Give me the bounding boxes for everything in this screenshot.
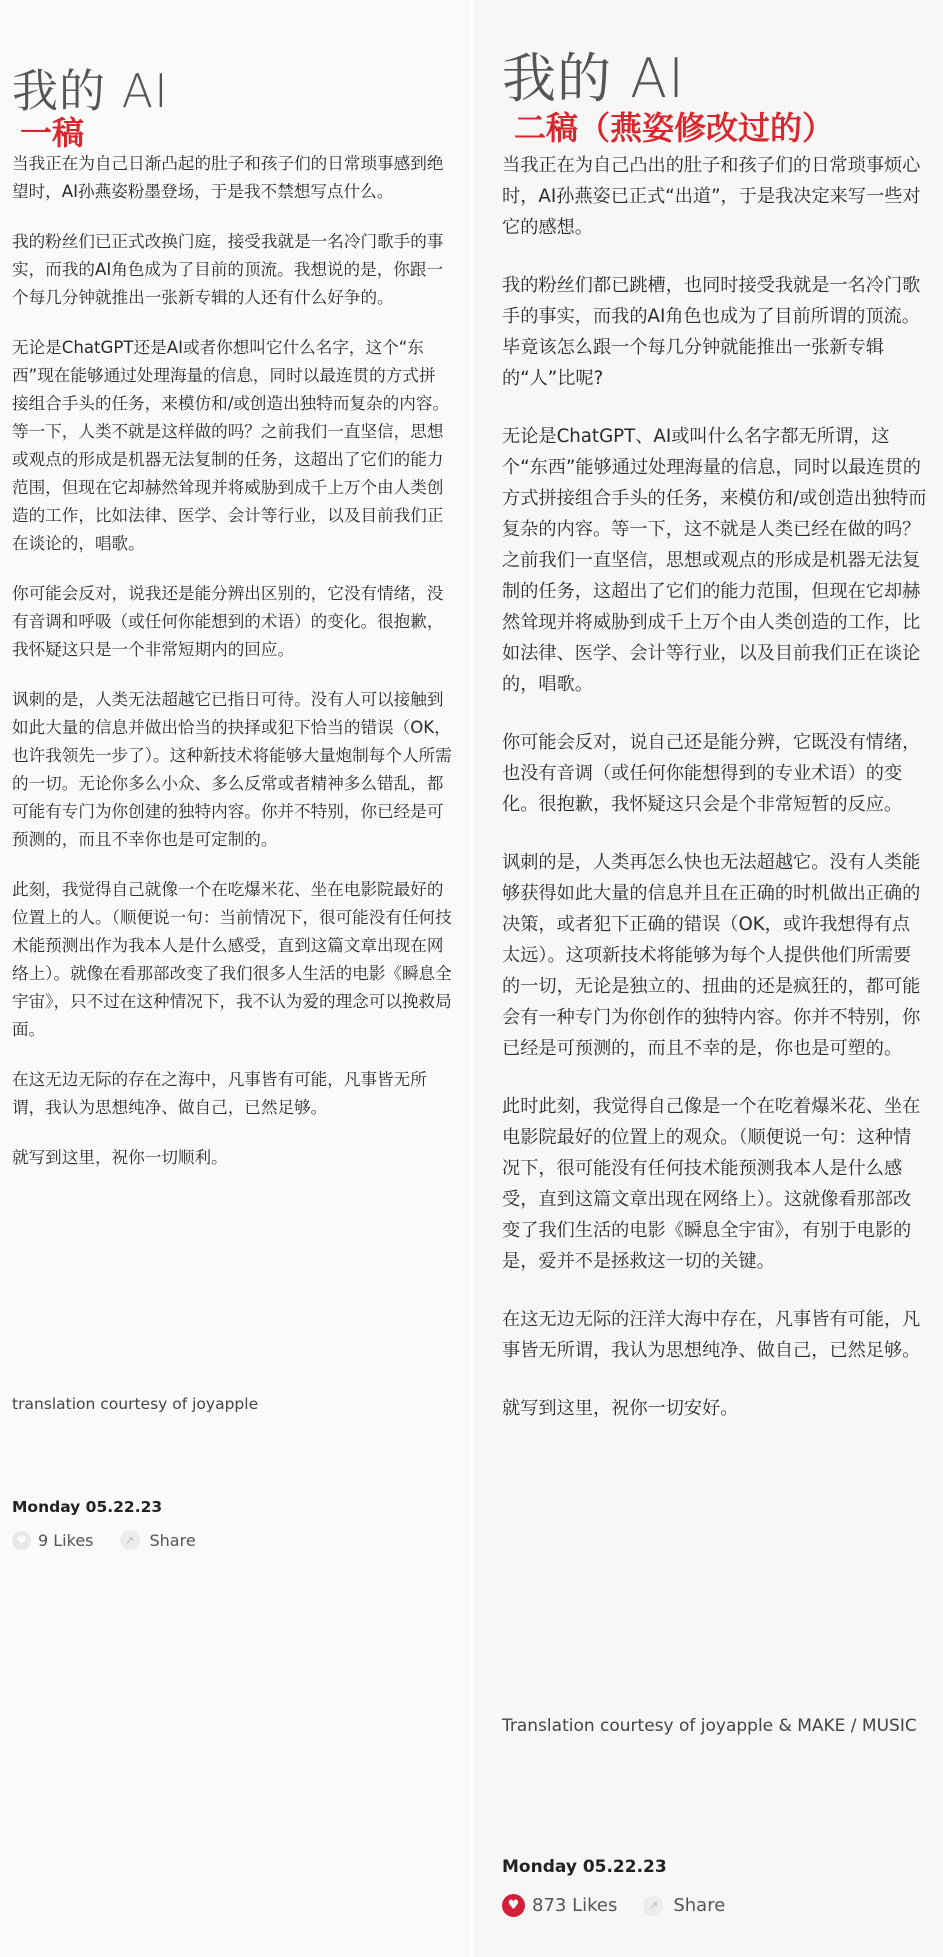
paragraph-1: 当我正在为自己日渐凸起的肚子和孩子们的日常琐事感到绝望时，AI孙燕姿粉墨登场，于是我不禁想写点什么。 [12, 154, 444, 201]
share-icon: ↗ [120, 1530, 140, 1550]
paragraph-4: 你可能会反对，说自己还是能分辨，它既没有情绪，也没有音调（或任何你能想得到的专业术语）的变化。很抱歉，我怀疑这只会是个非常短暂的反应。 [502, 732, 921, 815]
post-actions [12, 1530, 222, 1550]
translation-credit: translation courtesy of joyapple [12, 1395, 259, 1413]
paragraph-8: 就写到这里，祝你一切顺利。 [12, 1148, 228, 1167]
paragraph-6: 此刻，我觉得自己就像一个在吃爆米花、坐在电影院最好的位置上的人。（顺便说一句：当前情况下，很可能没有任何技术能预测出作为我本人是什么感受，直到这篇文章出现在网络上）。就像在看那部改变了我们很多人生活的电影《瞬息全宇宙》，只不过在这种情况下，我不认为爱的理念可以挽救局面。 [12, 880, 452, 1039]
page-title: 我的 AI [502, 47, 686, 110]
paragraph-6: 此时此刻，我觉得自己像是一个在吃着爆米花、坐在电影院最好的位置上的观众。（顺便说一句：这种情况下，很可能没有任何技术能预测我本人是什么感受，直到这篇文章出现在网络上）。这就像看那部改变了我们生活的电影《瞬息全宇宙》，有别于电影的是，爱并不是拯救这一切的关键。 [502, 1096, 921, 1272]
paragraph-1: 当我正在为自己凸出的肚子和孩子们的日常琐事烦心时，AI孙燕姿已正式“出道”，于是我决定来写一些对它的感想。 [502, 155, 921, 238]
likes-count: 9 Likes [38, 1530, 94, 1550]
article-body [12, 150, 470, 1172]
paragraph-2: 我的粉丝们都已跳槽，也同时接受我就是一名冷门歌手的事实，而我的AI角色也成为了目前所谓的顶流。毕竟该怎么跟一个每几分钟就能推出一张新专辑的“人”比呢? [502, 275, 921, 389]
paragraph-2: 我的粉丝们已正式改换门庭，接受我就是一名冷门歌手的事实，而我的AI角色成为了目前的顶流。我想说的是，你跟一个每几分钟就推出一张新专辑的人还有什么好争的。 [12, 232, 444, 307]
paragraph-7: 在这无边无际的汪洋大海中存在，凡事皆有可能，凡事皆无所谓，我认为思想纯净、做自己，已然足够。 [502, 1309, 921, 1361]
paragraph-3: 无论是ChatGPT、AI或叫什么名字都无所谓，这个“东西”能够通过处理海量的信息，同时以最连贯的方式拼接组合手头的任务，来模仿和/或创造出独特而复杂的内容。等一下，这不就是人类已经在做的吗？之前我们一直坚信，思想或观点的形成是机器无法复制的任务，这超出了它们的能力范围，但现在它却赫然耸现并将威胁到成千上万个由人类创造的工作，比如法律、医学、会计等行业，以及目前我们正在谈论的，唱歌。 [502, 426, 927, 695]
share-button[interactable] [643, 1895, 725, 1916]
share-button[interactable] [120, 1530, 196, 1550]
page-title: 我的 AI [12, 64, 169, 118]
article-body [502, 150, 943, 1424]
heart-icon: ♥ [502, 1894, 525, 1917]
share-label: Share [149, 1530, 196, 1550]
draft-one-header [12, 0, 470, 150]
like-button[interactable] [502, 1894, 617, 1917]
post-date: Monday 05.22.23 [502, 1857, 667, 1877]
paragraph-4: 你可能会反对，说我还是能分辨出区别的，它没有情绪，没有音调和呼吸（或任何你能想到的术语）的变化。很抱歉，我怀疑这只是一个非常短期内的回应。 [12, 584, 444, 659]
paragraph-3: 无论是ChatGPT还是AI或者你想叫它什么名字，这个“东西”现在能够通过处理海量的信息，同时以最连贯的方式拼接组合手头的任务，来模仿和/或创造出独特而复杂的内容。等一下，人类不就是这样做的吗？之前我们一直坚信，思想或观点的形成是机器无法复制的任务，这超出了它们的能力范围，但现在它却赫然耸现并将威胁到成千上万个由人类创造的工作，比如法律、医学、会计等行业，以及目前我们正在谈论的，唱歌。 [12, 338, 450, 553]
draft-label: 二稿（燕姿修改过的） [514, 109, 835, 147]
share-icon: ↗ [643, 1896, 663, 1916]
paragraph-5: 讽刺的是，人类无法超越它已指日可待。没有人可以接触到如此大量的信息并做出恰当的抉择或犯下恰当的错误（OK，也许我领先一步了）。这种新技术将能够大量炮制每个人所需的一切。无论你多么小众、多么反常或者精神多么错乱，都可能有专门为你创建的独特内容。你并不特别，你已经是可预测的，而且不幸你也是可定制的。 [12, 690, 452, 849]
paragraph-7: 在这无边无际的存在之海中，凡事皆有可能，凡事皆无所谓，我认为思想纯净、做自己，已然足够。 [12, 1070, 427, 1117]
share-label: Share [673, 1895, 726, 1916]
like-button[interactable] [12, 1531, 94, 1550]
draft-two-header [502, 0, 943, 150]
translation-credit: Translation courtesy of joyapple & MAKE / MUSIC [502, 1716, 917, 1736]
post-actions [502, 1894, 751, 1917]
draft-one-column [0, 0, 470, 1957]
heart-icon: ♥ [12, 1531, 31, 1550]
draft-label: 一稿 [20, 114, 85, 152]
draft-two-column [474, 0, 943, 1957]
likes-count: 873 Likes [532, 1895, 618, 1916]
post-date: Monday 05.22.23 [12, 1498, 163, 1516]
paragraph-5: 讽刺的是，人类再怎么快也无法超越它。没有人类能够获得如此大量的信息并且在正确的时机做出正确的决策，或者犯下正确的错误（OK，或许我想得有点太远）。这项新技术将能够为每个人提供他们所需要的一切，无论是独立的、扭曲的还是疯狂的，都可能会有一种专门为你创作的独特内容。你并不特别，你已经是可预测的，而且不幸的是，你也是可塑的。 [502, 852, 921, 1059]
paragraph-8: 就写到这里，祝你一切安好。 [502, 1398, 739, 1419]
